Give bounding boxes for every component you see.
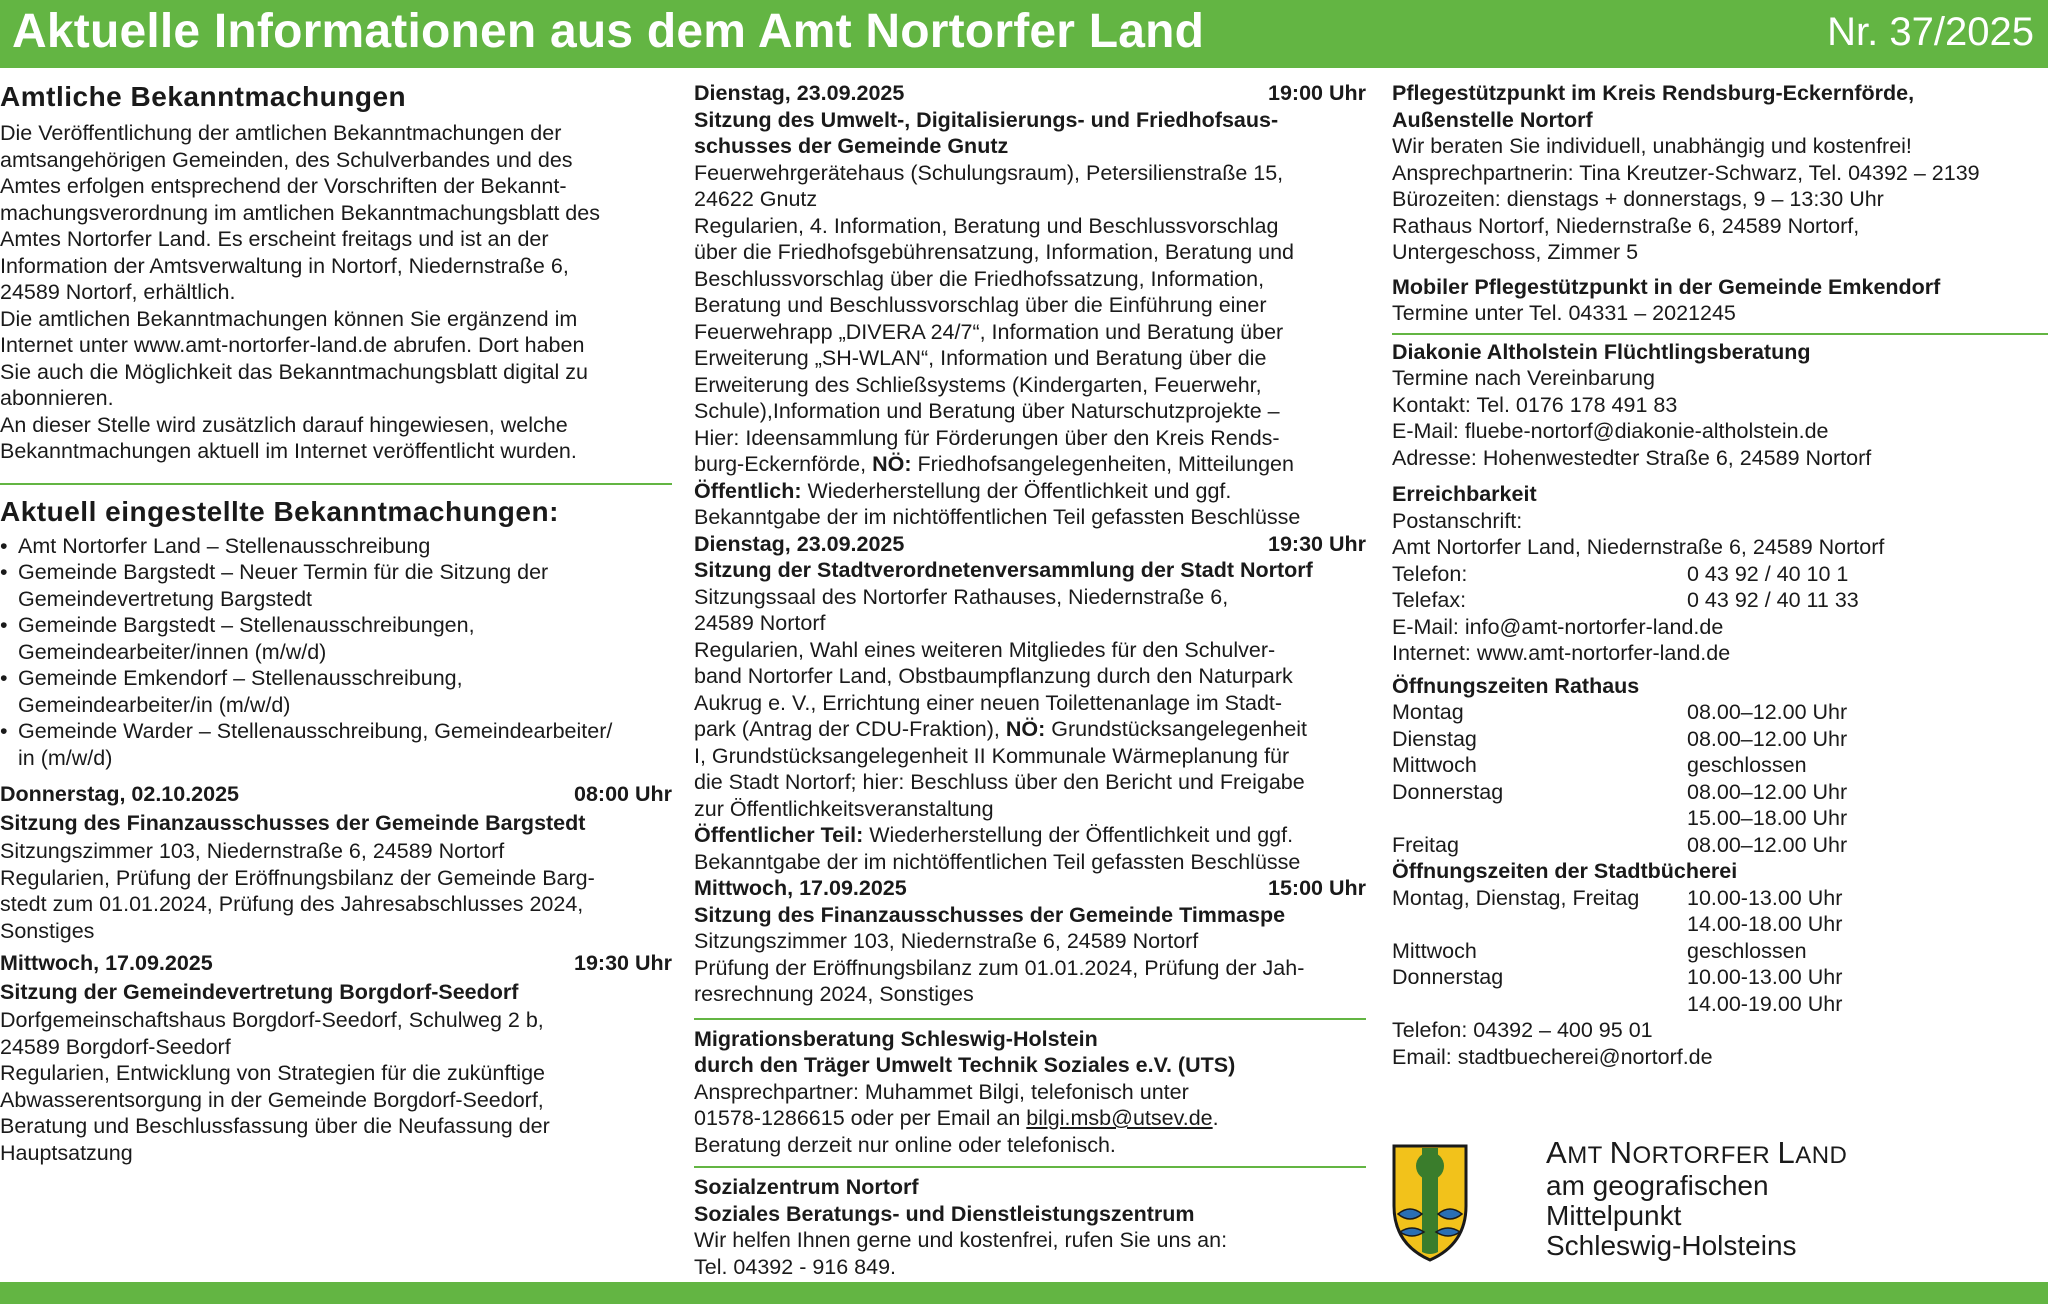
text-line: E-Mail: fluebe-nortorf@diakonie-altholstein.de (1392, 419, 1829, 443)
amtliche-text (0, 120, 672, 465)
migration-section (694, 1026, 1366, 1159)
text-line: Bekanntgabe der im nichtöffentlichen Teil gefassten Beschlüsse (694, 849, 1301, 874)
text-line: Beratung derzeit nur online oder telefonisch. (694, 1132, 1116, 1157)
text-line: Hauptsatzung (0, 1140, 133, 1165)
amt-logo (1392, 1135, 1952, 1268)
column-middle (694, 80, 1366, 1280)
hours-row: Montag, Dienstag, Freitag 10.00-13.00 Uhr (1392, 885, 1843, 910)
section-title: Pflegestützpunkt im Kreis Rendsburg-Eckernförde, (1392, 81, 1915, 105)
hours-row: Donnerstag 08.00–12.00 Uhr (1392, 779, 1848, 804)
text-line: stedt zum 01.01.2024, Prüfung des Jahresabschlusses 2024, (0, 892, 584, 916)
section-title: Mobiler Pflegestützpunkt in der Gemeinde Emkendorf (1392, 274, 1941, 299)
meeting-date: Dienstag, 23.09.2025 (694, 531, 905, 556)
hours-row: Freitag 08.00–12.00 Uhr (1392, 832, 1848, 857)
text-line: Regularien, Prüfung der Eröffnungsbilanz der Gemeinde Barg- (0, 865, 595, 890)
logo-tagline: Schleswig-Holsteins (1546, 1230, 1797, 1261)
text-line: Sitzungssaal des Nortorfer Rathauses, Niedernstraße 6, (694, 584, 1229, 609)
hours-row: Dienstag 08.00–12.00 Uhr (1392, 726, 1848, 751)
text-line: Rathaus Nortorf, Niedernstraße 6, 24589 Nortorf, (1392, 213, 1860, 238)
section-title: Migrationsberatung Schleswig-Holstein (694, 1026, 1098, 1051)
text-line: Regularien, Entwicklung von Strategien für die zukünftige (0, 1061, 545, 1085)
hours-row: Mittwoch geschlossen (1392, 938, 1807, 963)
hours-row: Mittwoch geschlossen (1392, 753, 1807, 777)
text-line: Die Veröffentlichung der amtlichen Bekanntmachungen der (0, 121, 562, 145)
text-line: 24589 Nortorf, erhältlich. (0, 280, 236, 304)
meeting-date: Donnerstag, 02.10.2025 (0, 782, 240, 806)
diakonie-section (1392, 339, 2048, 472)
buecherei-hours (1392, 858, 2048, 1070)
text-line: Regularien, 4. Information, Beratung und Beschlussvorschlag (694, 213, 1279, 238)
text-line: Sie auch die Möglichkeit das Bekanntmachungsblatt digital zu (0, 359, 589, 384)
meeting-date: Dienstag, 23.09.2025 (694, 81, 905, 105)
header-bar (0, 0, 2048, 68)
sozialzentrum-section (694, 1174, 1366, 1280)
hours-row: 14.00-19.00 Uhr (1687, 991, 1843, 1016)
meeting-bargstedt (0, 781, 672, 944)
divider (694, 1166, 1366, 1168)
column-right (1392, 80, 2048, 1070)
logo-name: AMT NORTORFER LAND (1546, 1135, 1848, 1170)
text-line: Bekanntmachungen aktuell im Internet veröffentlicht wurden. (0, 439, 577, 463)
meeting-title: Sitzung des Finanzausschusses der Gemeinde Timmaspe (694, 902, 1286, 927)
text-line: Regularien, Wahl eines weiteren Mitgliedes für den Schulver- (694, 637, 1276, 662)
text-line: amtsangehörigen Gemeinden, des Schulverbandes und des (0, 147, 573, 172)
erreichbarkeit-section (1392, 481, 2048, 667)
text-line: Ansprechpartner: Muhammet Bilgi, telefonisch unter (694, 1079, 1189, 1104)
text-line: 24622 Gnutz (694, 187, 818, 211)
text-line: Untergeschoss, Zimmer 5 (1392, 240, 1639, 264)
text-line: Amtes erfolgen entsprechend der Vorschriften der Bekannt- (0, 174, 567, 198)
meeting-timmaspe (694, 875, 1366, 1008)
meeting-nortorf (694, 531, 1366, 876)
meeting-gnutz (694, 80, 1366, 531)
phone-row: Telefon: 0 43 92 / 40 10 1 (1392, 561, 1849, 586)
text-line: 24589 Borgdorf-Seedorf (0, 1034, 231, 1059)
amtliche-heading: Amtliche Bekanntmachungen (0, 81, 407, 112)
section-title: Diakonie Altholstein Flüchtlingsberatung (1392, 339, 1811, 364)
text-line: machungsverordnung im amtlichen Bekanntmachungsblatt des (0, 200, 600, 225)
text-line: E-Mail: info@amt-nortorfer-land.de (1392, 614, 1724, 639)
text-line: Kontakt: Tel. 0176 178 491 83 (1392, 392, 1678, 417)
hours-row: 14.00-18.00 Uhr (1687, 912, 1843, 936)
text-line: Termine unter Tel. 04331 – 2021245 (1392, 301, 1736, 325)
rathaus-hours (1392, 673, 2048, 859)
logo-tagline: am geografischen (1546, 1170, 1769, 1201)
text-line: Internet unter www.amt-nortorfer-land.de abrufen. Dort haben (0, 333, 585, 357)
mobil-section (1392, 274, 2048, 327)
section-title: Außenstelle Nortorf (1392, 107, 1593, 132)
text-line: Dorfgemeinschaftshaus Borgdorf-Seedorf, Schulweg 2 b, (0, 1008, 544, 1032)
meeting-title: Sitzung des Umwelt-, Digitalisierungs- und Friedhofsaus- (694, 107, 1279, 132)
list-item[interactable]: • Gemeinde Bargstedt – Neuer Termin für die Sitzung der Gemeindevertretung Bargstedt (0, 559, 672, 612)
text-line: Öffentlich: Wiederherstellung der Öffentlichkeit und ggf. (694, 478, 1232, 503)
text-line: Bürozeiten: dienstags + donnerstags, 9 – 13:30 Uhr (1392, 187, 1884, 211)
text-line: Feuerwehrapp „DIVERA 24/7“, Information und Beratung über (694, 319, 1284, 344)
meeting-time: 08:00 Uhr (574, 782, 672, 806)
issue-number: Nr. 37/2025 (1827, 10, 2034, 54)
aktuell-heading: Aktuell eingestellte Bekanntmachungen: (0, 495, 559, 527)
section-title: Öffnungszeiten Rathaus (1392, 673, 1640, 698)
hours-row: Donnerstag 10.00-13.00 Uhr (1392, 965, 1843, 989)
text-line: Prüfung der Eröffnungsbilanz zum 01.01.2024, Prüfung der Jah- (694, 955, 1305, 980)
hours-row: Montag 08.00–12.00 Uhr (1392, 700, 1848, 724)
text-line: zur Öffentlichkeitsveranstaltung (694, 796, 994, 821)
text-line: 01578-1286615 oder per Email an bilgi.msb@utsev.de. (694, 1106, 1219, 1130)
coat-of-arms-icon (1392, 1144, 1468, 1262)
section-title: durch den Träger Umwelt Technik Soziales e.V. (UTS) (694, 1053, 1236, 1077)
pflege-section (1392, 80, 2048, 266)
section-title: Sozialzentrum Nortorf (694, 1175, 919, 1199)
meeting-time: 15:00 Uhr (1268, 876, 1366, 900)
text-line: Internet: www.amt-nortorfer-land.de (1392, 641, 1731, 665)
text-line: Beratung und Beschlussfassung über die Neufassung der (0, 1114, 550, 1138)
text-line: resrechnung 2024, Sonstiges (694, 982, 974, 1006)
list-item[interactable]: • Amt Nortorfer Land – Stellenausschreibung (0, 533, 672, 560)
text-line: Erweiterung „SH-WLAN“, Information und Beratung über die (694, 346, 1267, 370)
list-item[interactable]: • Gemeinde Warder – Stellenausschreibung, Gemeindearbeiter/ in (m/w/d) (0, 718, 672, 771)
fax-row: Telefax: 0 43 92 / 40 11 33 (1392, 588, 1859, 612)
footer-bar (0, 1282, 2048, 1304)
meeting-time: 19:00 Uhr (1268, 81, 1366, 105)
text-line: Beschlussvorschlag über die Friedhofssatzung, Information, (694, 266, 1265, 291)
text-line: abonnieren. (0, 386, 114, 410)
text-line: Wir beraten Sie individuell, unabhängig und kostenfrei! (1392, 134, 1912, 158)
meeting-date: Mittwoch, 17.09.2025 (694, 876, 907, 900)
text-line: Öffentlicher Teil: Wiederherstellung der Öffentlichkeit und ggf. (694, 823, 1294, 847)
text-line: Abwasserentsorgung in der Gemeinde Borgdorf-Seedorf, (0, 1087, 544, 1112)
page-title: Aktuelle Informationen aus dem Amt Nortorfer Land (12, 5, 1205, 58)
logo-tagline: Mittelpunkt (1546, 1200, 1682, 1231)
text-line: Hier: Ideensammlung für Förderungen über den Kreis Rends- (694, 425, 1280, 450)
meeting-time: 19:30 Uhr (1268, 531, 1366, 556)
text-line: Adresse: Hohenwestedter Straße 6, 24589 Nortorf (1392, 445, 1872, 470)
text-line: Feuerwehrgerätehaus (Schulungsraum), Petersilienstraße 15, (694, 160, 1284, 185)
meeting-time: 19:30 Uhr (574, 951, 672, 975)
text-line: Beratung und Beschlussvorschlag über die Einführung einer (694, 293, 1267, 317)
hours-row: 15.00–18.00 Uhr (1687, 806, 1848, 830)
list-item[interactable]: • Gemeinde Emkendorf – Stellenausschreibung, Gemeindearbeiter/in (m/w/d) (0, 665, 672, 718)
section-title: Erreichbarkeit (1392, 482, 1537, 506)
meeting-date: Mittwoch, 17.09.2025 (0, 951, 213, 975)
section-title: Soziales Beratungs- und Dienstleistungszentrum (694, 1201, 1195, 1226)
meeting-title: Sitzung der Stadtverordnetenversammlung der Stadt Nortorf (694, 558, 1313, 582)
text-line: Erweiterung des Schließsystems (Kindergarten, Feuerwehr, (694, 372, 1262, 397)
text-line: Amt Nortorfer Land, Niedernstraße 6, 24589 Nortorf (1392, 535, 1885, 559)
divider (1392, 333, 2048, 335)
email-link[interactable]: bilgi.msb@utsev.de (1026, 1106, 1213, 1130)
text-line: park (Antrag der CDU-Fraktion), NÖ: Grundstücksangelegenheit (694, 717, 1308, 741)
text-line: Email: stadtbuecherei@nortorf.de (1392, 1044, 1713, 1069)
text-line: Information der Amtsverwaltung in Nortorf, Niedernstraße 6, (0, 253, 569, 278)
text-line: band Nortorfer Land, Obstbaumpflanzung durch den Naturpark (694, 664, 1293, 688)
text-line: Telefon: 04392 – 400 95 01 (1392, 1018, 1653, 1042)
logo-text (1546, 1135, 1848, 1261)
meeting-title: Sitzung des Finanzausschusses der Gemeinde Bargstedt (0, 810, 586, 835)
text-line: An dieser Stelle wird zusätzlich darauf hingewiesen, welche (0, 412, 568, 437)
column-left (0, 80, 672, 1166)
text-line: Amtes Nortorfer Land. Es erscheint freitags und ist an der (0, 227, 549, 251)
text-line: Bekanntgabe der im nichtöffentlichen Teil gefassten Beschlüsse (694, 505, 1301, 529)
list-item[interactable]: • Gemeinde Bargstedt – Stellenausschreibungen, Gemeindearbeiter/innen (m/w/d) (0, 612, 672, 665)
meeting-borgdorf (0, 950, 672, 1166)
text-line: Die amtlichen Bekanntmachungen können Sie ergänzend im (0, 306, 578, 331)
text-line: Schule),Information und Beratung über Naturschutzprojekte – (694, 399, 1280, 423)
text-line: Aukrug e. V., Errichtung einer neuen Toilettenanlage im Stadt- (694, 690, 1283, 715)
text-line: 24589 Nortorf (694, 611, 826, 635)
text-line: Sitzungszimmer 103, Niedernstraße 6, 24589 Nortorf (694, 929, 1199, 953)
text-line: Wir helfen Ihnen gerne und kostenfrei, rufen Sie uns an: (694, 1228, 1228, 1252)
announcement-list (0, 533, 672, 772)
divider (694, 1018, 1366, 1020)
divider (0, 483, 672, 485)
text-line: burg-Eckernförde, NÖ: Friedhofsangelegenheiten, Mitteilungen (694, 452, 1294, 476)
section-title: Öffnungszeiten der Stadtbücherei (1392, 859, 1738, 883)
text-line: über die Friedhofsgebührensatzung, Information, Beratung und (694, 240, 1295, 264)
meeting-title: Sitzung der Gemeindevertretung Borgdorf-Seedorf (0, 979, 519, 1004)
text-line: Ansprechpartnerin: Tina Kreutzer-Schwarz, Tel. 04392 – 2139 (1392, 160, 1980, 185)
text-line: I, Grundstücksangelegenheit II Kommunale Wärmeplanung für (694, 743, 1290, 768)
text-line: Sitzungszimmer 103, Niedernstraße 6, 24589 Nortorf (0, 839, 505, 863)
text-line: Tel. 04392 - 916 849. (694, 1254, 897, 1279)
text-line: Sonstiges (0, 918, 95, 943)
text-line: die Stadt Nortorf; hier: Beschluss über den Bericht und Freigabe (694, 770, 1305, 794)
meeting-title: schusses der Gemeinde Gnutz (694, 134, 1009, 158)
text-line: Termine nach Vereinbarung (1392, 366, 1655, 390)
text-line: Postanschrift: (1392, 508, 1523, 533)
